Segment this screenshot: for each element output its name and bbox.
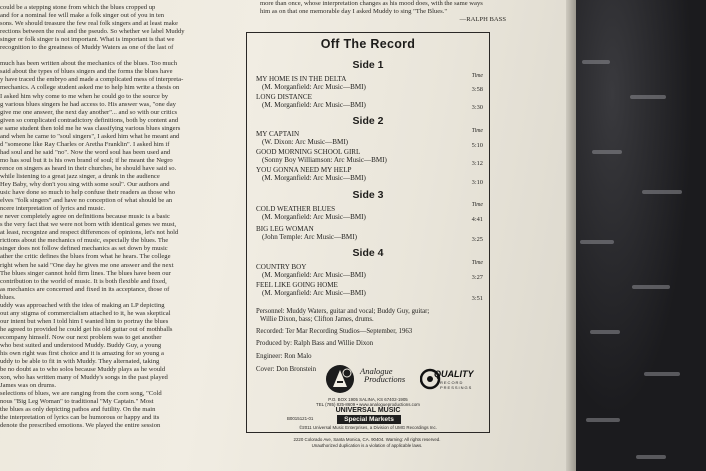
liner-notes-line: e never completely agree on definitions because music is a basic — [0, 213, 170, 221]
analogue-logo-text — [360, 367, 405, 383]
liner-notes-line: singer does not follow defined mechanics as set down by music — [0, 245, 168, 253]
liner-notes-line: y have traced the embryo and made a complicated mess of interpreta- — [0, 76, 184, 84]
liner-notes-line: be no doubt as to who solos because Muddy plays as he would — [0, 366, 166, 374]
quality-logo-text: QUALITY — [434, 369, 474, 379]
liner-notes-line: his own right was first choice and it is amazing for so young a — [0, 350, 164, 358]
liner-notes-line: our intent but when I told him I wanted him to portray the blues — [0, 317, 169, 325]
liner-notes-line: selections of blues, we are ranging from the corn song, "Cold — [0, 390, 162, 398]
liner-notes-line: ecompany himself. Now our next problem was to get another — [0, 333, 162, 341]
liner-notes-line: and for a nominal fee will make a folk singer out of you in ten — [0, 12, 165, 20]
time-header: Time — [471, 202, 483, 208]
liner-notes-line: nous "Big Leg Woman" to traditional "My Captain." Most — [0, 398, 154, 406]
time-header: Time — [471, 128, 483, 134]
liner-notes-line: uddy to be able to fit in with Muddy. They alternated, taking — [0, 358, 160, 366]
track-item — [256, 130, 484, 146]
side-3-heading: Side 3 — [352, 189, 384, 201]
footer-contact: TEL (785) 825-8609 • www.analogueproductions.com — [316, 402, 420, 407]
track-time: 3:58 — [471, 86, 483, 93]
liner-notes-line: elves "folk singers" and have no conception of what should be an — [0, 197, 173, 205]
track-title: LONG DISTANCE — [256, 93, 312, 101]
liner-notes-signature: —RALPH BASS — [459, 16, 506, 24]
carpet-background — [572, 0, 706, 471]
track-credit: (M. Morganfield: Arc Music—BMI) — [262, 213, 366, 222]
liner-notes-line: said about the types of blues singers and the forms the blues have — [0, 68, 173, 76]
track-item — [256, 75, 484, 91]
footer-warning: Unauthorized duplication is a violation of applicable laws. — [311, 443, 423, 448]
recorded-credit: Recorded: Ter Mar Recording Studios—September, 1963 — [256, 328, 413, 335]
liner-notes-line: James was on drums. — [0, 382, 57, 390]
liner-notes-line: who best suited and understood Muddy. Buddy Guy, a young — [0, 341, 162, 349]
track-credit: (M. Morganfield: Arc Music—BMI) — [262, 271, 366, 280]
liner-notes-line: e same student then told me he was classifying various blues singers — [0, 124, 181, 132]
liner-notes-line: right when he said "One day he gives me one answer and the next — [0, 261, 174, 269]
producer-credit: Produced by: Ralph Bass and Willie Dixon — [256, 340, 374, 347]
liner-notes-line — [0, 52, 244, 60]
time-header: Time — [471, 260, 483, 266]
liner-notes-line: I asked him why come to me when he could go to the source by — [0, 92, 169, 100]
track-credit: (M. Morganfield: Arc Music—BMI) — [262, 101, 366, 110]
liner-notes-line: him as on that one memorable day I asked Muddy to sing "The Blues." — [260, 8, 448, 16]
analogue-word: Analogue — [360, 366, 393, 376]
liner-notes-line: had soul and he said "no". Now the word soul has been used and — [0, 148, 171, 156]
liner-notes-line: give me one answer, the next day another"... and so with our critics — [0, 108, 178, 116]
track-title: COLD WEATHER BLUES — [256, 205, 336, 213]
liner-notes-line: Hey Baby, why don't you sing with some soul". Our authors and — [0, 181, 170, 189]
track-item — [256, 148, 484, 164]
liner-notes-line: given so complicated contradictory definitions, both by content and — [0, 116, 179, 124]
track-title: BIG LEG WOMAN — [256, 225, 314, 233]
liner-notes-line: blues. — [0, 293, 16, 301]
side-4-heading: Side 4 — [352, 247, 384, 259]
track-title: MY CAPTAIN — [256, 130, 300, 138]
sleeve-edge — [566, 0, 576, 471]
track-listing-title: Off The Record — [320, 37, 416, 51]
footer-address: P.O. BOX 1905 SALINA, KS 67402-1905 — [328, 397, 408, 402]
analogue-productions-logo-icon — [324, 363, 356, 395]
track-item — [256, 93, 484, 109]
track-title: COUNTRY BOY — [256, 263, 307, 271]
track-credit: (M. Morganfield: Arc Music—BMI) — [262, 174, 366, 183]
liner-notes-column — [0, 0, 244, 471]
personnel-credit — [256, 308, 484, 324]
liner-notes-line: as mechanics are concerned and fixed in its acceptance, those of — [0, 285, 170, 293]
track-credit: (W. Dixon: Arc Music—BMI) — [262, 138, 349, 147]
liner-notes-line: mechanics. A college student asked me to help him write a thesis on — [0, 84, 180, 92]
personnel-line: Personnel: Muddy Waters, guitar and vocal; Buddy Guy, guitar; — [256, 308, 430, 315]
track-time: 4:41 — [471, 216, 483, 223]
footer-copyright: ©2011 Universal Music Enterprises, a Division of UMG Recordings Inc. — [299, 425, 437, 430]
track-time: 3:27 — [471, 274, 483, 281]
track-credit: (Sonny Boy Williamson: Arc Music—BMI) — [262, 156, 387, 165]
liner-notes-line: contribution to the world of music. It is both flexible and fixed, — [0, 277, 167, 285]
special-markets-badge: Special Markets — [337, 415, 401, 424]
liner-notes-line: more than once, whose interpretation changes as his mood does, with the same ways — [260, 0, 483, 7]
liner-notes-line: at least, recognize and respect differences of opinions, let's not hold — [0, 229, 179, 237]
liner-notes-line: uddy was approached with the idea of making an LP depicting — [0, 301, 165, 309]
track-title: FEEL LIKE GOING HOME — [256, 281, 338, 289]
track-credit: (M. Morganfield: Arc Music—BMI) — [262, 289, 366, 298]
liner-notes-line: the interpretation of lyrics can be humorous or happy and its — [0, 414, 160, 422]
liner-notes-line: denote the prescribed emotions. We played the entire session — [0, 422, 161, 430]
liner-notes-line: much has been written about the mechanics of the blues. Too much — [0, 60, 178, 68]
engineer-credit: Engineer: Ron Malo — [256, 353, 312, 360]
liner-notes-line: mo has soul but it is his own brand of soul; if he meant the Negro — [0, 156, 173, 164]
track-time: 5:10 — [471, 142, 483, 149]
cover-credit: Cover: Don Bronstein — [256, 366, 317, 373]
track-item — [256, 263, 484, 279]
liner-notes-line: rence on singers as heard in their churches, he should have said so. — [0, 164, 177, 172]
liner-notes-line: s the very fact that we were not born with identical genes we must, — [0, 221, 177, 229]
liner-notes-line: ncere interpretation of lyrics and music. — [0, 205, 106, 213]
track-item — [256, 225, 484, 241]
track-item — [256, 205, 484, 221]
track-time: 3:30 — [471, 104, 483, 111]
liner-notes-line: xon, who has written many of Muddy's songs in the past played — [0, 374, 168, 382]
liner-notes-line: ather the critic defines the blues from what he hears. The college — [0, 253, 171, 261]
liner-notes-line: rictions about the mechanics of music, especially the blues. The — [0, 237, 169, 245]
liner-notes-line: while listening to a great jazz singer, a drunk in the audience — [0, 172, 160, 180]
liner-notes-line: g various blues singers he had access to. His answer was, "one day — [0, 100, 176, 108]
track-title: YOU GONNA NEED MY HELP — [256, 166, 352, 174]
catalog-number: B0015121-01 — [287, 416, 314, 421]
time-header: Time — [471, 73, 483, 79]
track-item — [256, 166, 484, 182]
track-credit: (M. Morganfield: Arc Music—BMI) — [262, 83, 366, 92]
liner-notes-line: and when he came to "soul singers", I asked him what he meant and — [0, 132, 180, 140]
track-listing-box — [246, 32, 490, 433]
liner-notes-line: could be a stepping stone from which the blues cropped up — [0, 4, 156, 11]
track-item — [256, 281, 484, 297]
track-time: 3:12 — [471, 160, 483, 167]
track-title: GOOD MORNING SCHOOL GIRL — [256, 148, 361, 156]
liner-notes-line: usic have done so much to help confuse their readers as those who — [0, 189, 176, 197]
track-credit: (John Temple: Arc Music—BMI) — [262, 233, 357, 242]
productions-word: Productions — [364, 374, 406, 384]
side-1-heading: Side 1 — [352, 59, 384, 71]
side-2-heading: Side 2 — [352, 115, 384, 127]
liner-notes-line: out any stigma of commercialism attached to it, he was skeptical — [0, 309, 171, 317]
track-time: 3:10 — [471, 179, 483, 186]
liner-notes-end — [260, 0, 552, 25]
footer-address-2: 2220 Colorado Ave, Santa Monica, CA. 90404. Warning: All rights reserved. — [293, 437, 441, 442]
track-time: 3:51 — [471, 295, 483, 302]
quality-logo-subtext: RECORD PRESSINGS — [440, 380, 473, 390]
liner-notes-line: The blues singer cannot hold firm lines. The blues have been our — [0, 269, 171, 277]
liner-notes-line: sons. We should treasure the few real folk singers and at least make — [0, 20, 178, 28]
liner-notes-line: singer or folk singer is not important. What is important is that we — [0, 36, 175, 44]
liner-notes-line: d "someone like Ray Charles or Aretha Franklin". I asked him if — [0, 140, 170, 148]
track-title: MY HOME IS IN THE DELTA — [256, 75, 347, 83]
personnel-line: Willie Dixon, bass; Clifton James, drums. — [260, 316, 374, 324]
track-time: 3:25 — [471, 236, 483, 243]
universal-music-logo: UNIVERSAL MUSIC — [335, 407, 401, 414]
liner-notes-line: the blues as only depicting pathos and futility. On the main — [0, 406, 156, 414]
liner-notes-line: he agreed to provided he could get his old guitar out of mothballs — [0, 325, 173, 333]
liner-notes-line: recognition to the greatness of Muddy Waters as one of the last of — [0, 44, 174, 52]
liner-notes-line: rections between the real and the pseudo. So whether we label Muddy — [0, 28, 185, 36]
